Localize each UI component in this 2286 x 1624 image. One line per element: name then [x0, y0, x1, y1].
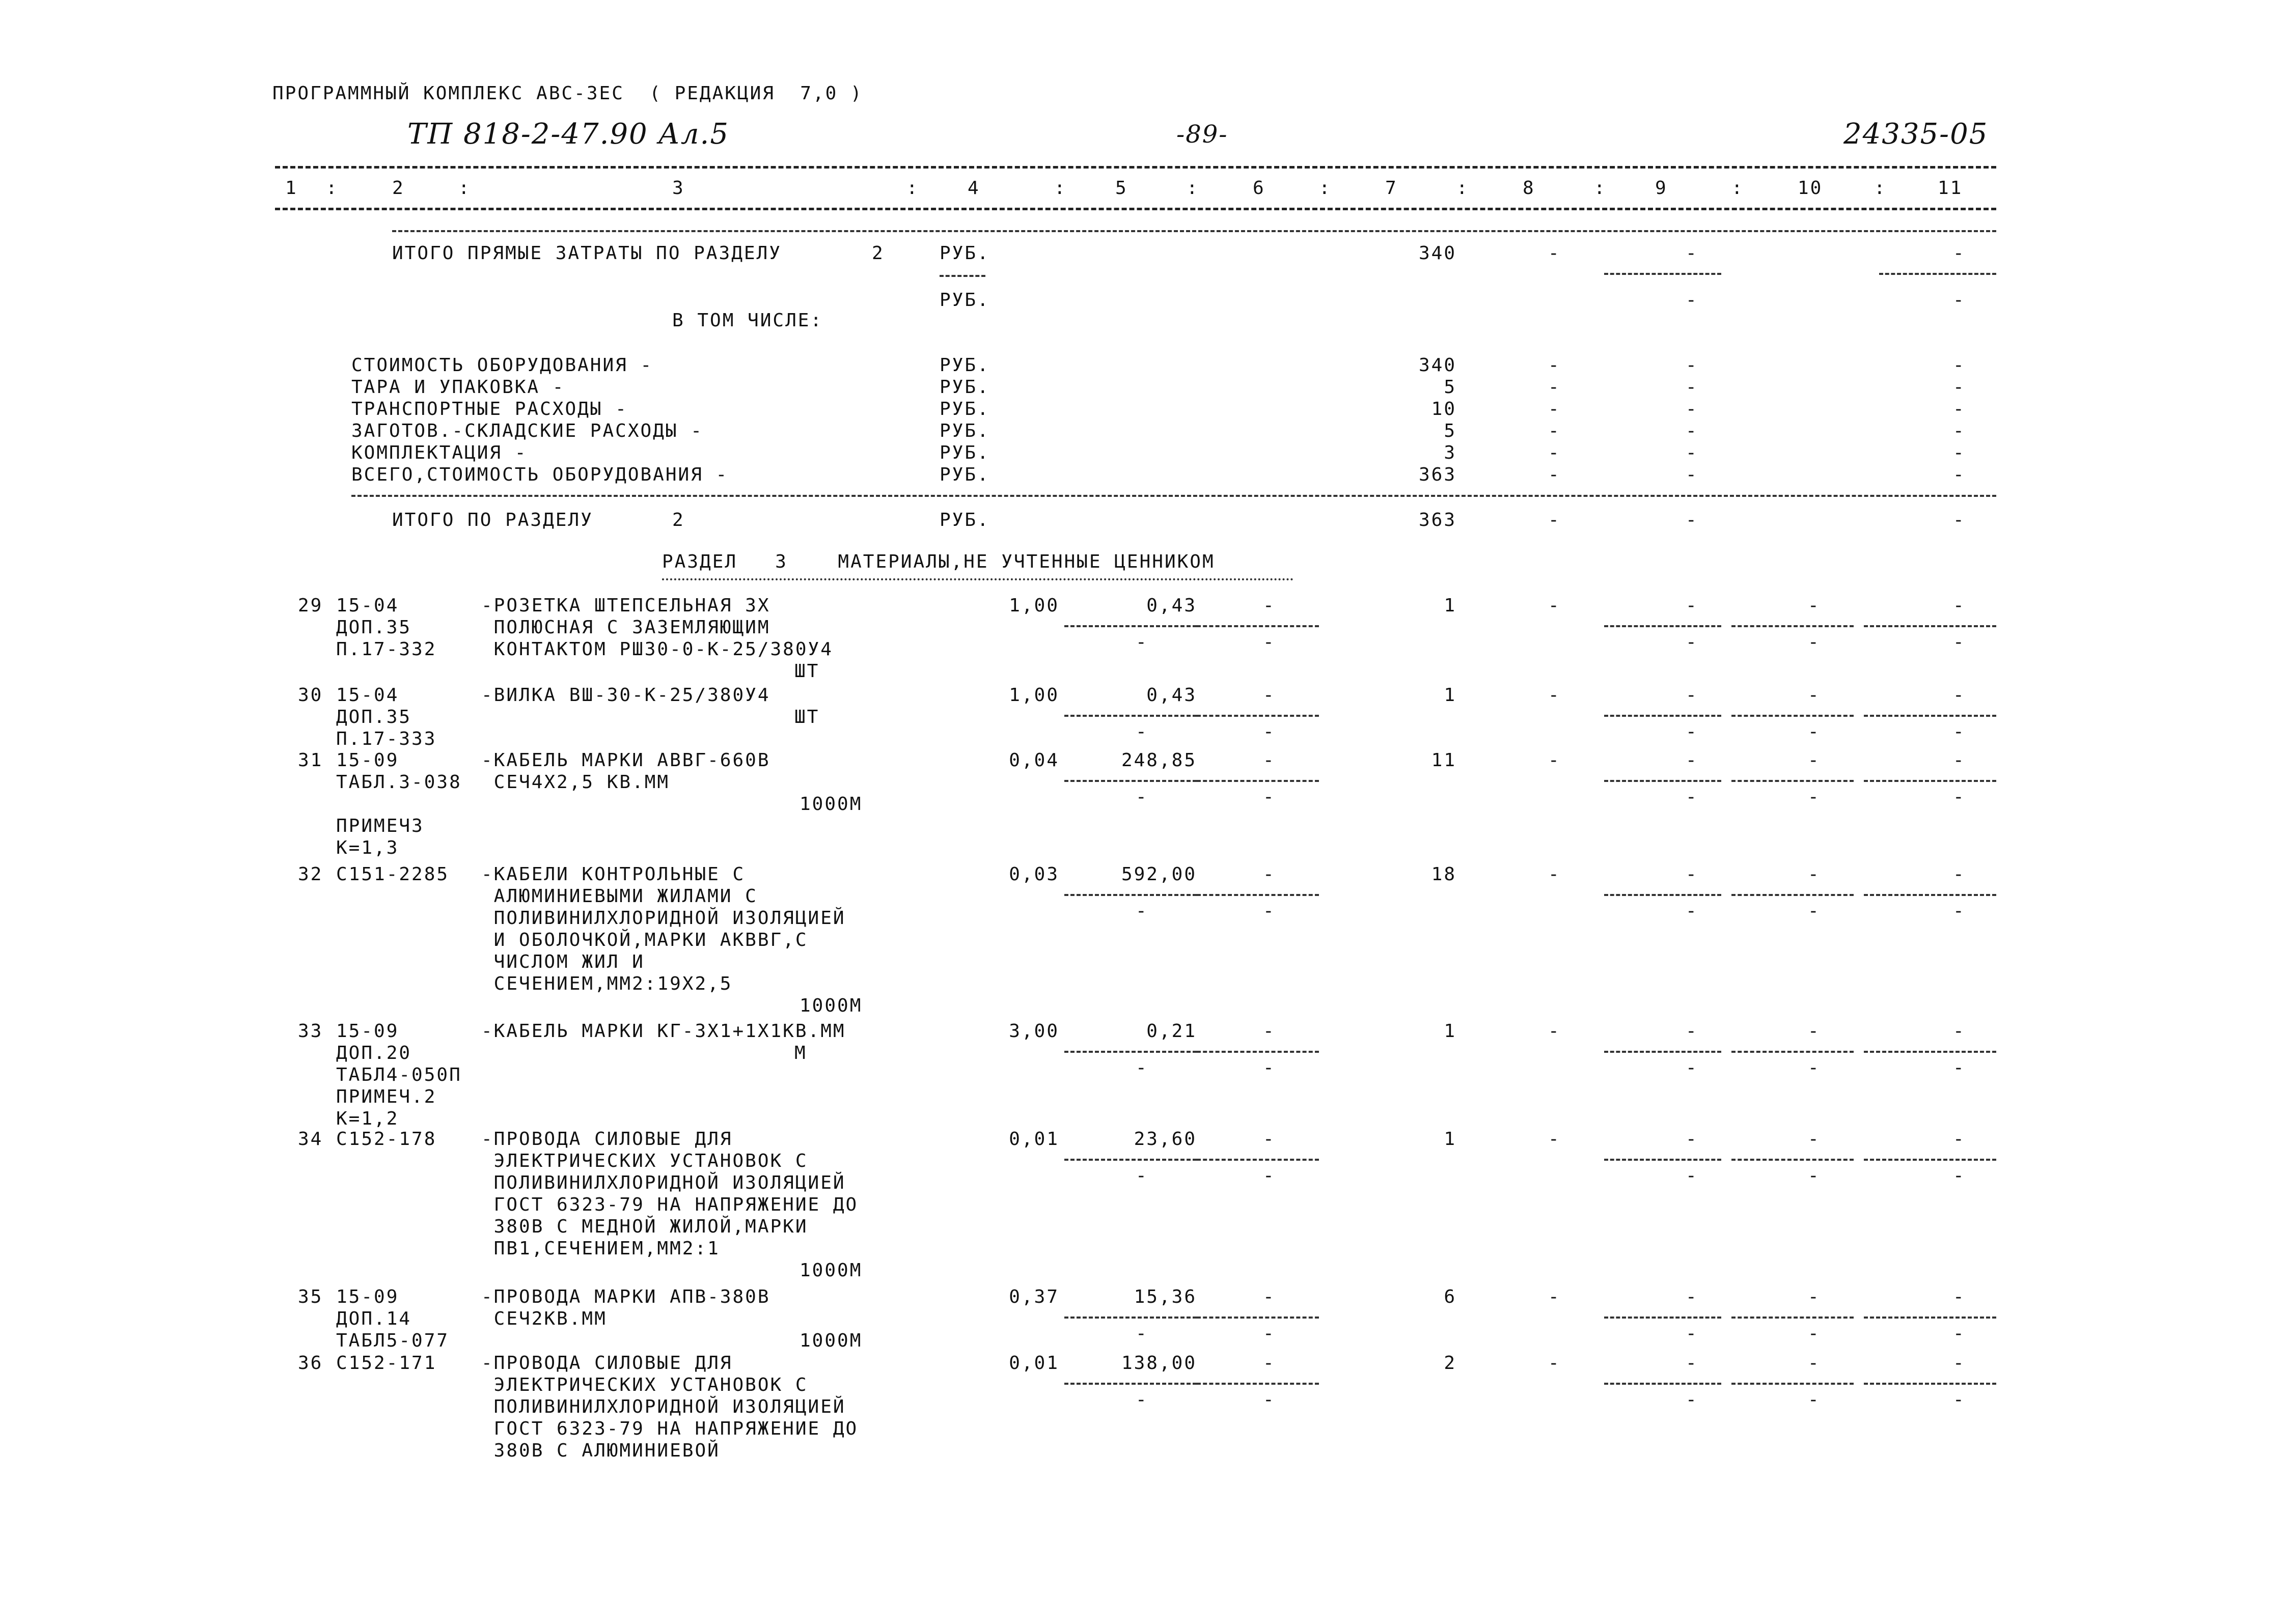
equipment-item-value: 3: [1444, 442, 1456, 463]
equipment-item-value: 340: [1418, 355, 1456, 376]
row-col10-sub: -: [1808, 787, 1821, 807]
equipment-item-unit: РУБ.: [940, 399, 990, 419]
equipment-item-label: СТОИМОСТЬ ОБОРУДОВАНИЯ -: [351, 355, 653, 376]
section-total-number: 2: [672, 510, 685, 530]
row-subtotal-rule: [1731, 1051, 1854, 1053]
row-col9-sub: -: [1686, 1057, 1698, 1078]
row-col8: -: [1548, 1286, 1561, 1307]
row-col9: -: [1686, 1286, 1698, 1307]
row-col10: -: [1808, 1353, 1821, 1374]
row-subtotal-rule: [1731, 715, 1854, 717]
row-code: С152-171: [336, 1353, 437, 1374]
row-price: 0,43: [1146, 685, 1197, 706]
row-col9: -: [1686, 864, 1698, 885]
row-price: 0,43: [1146, 595, 1197, 616]
equipment-item-col8: -: [1548, 355, 1561, 376]
row-description: -КАБЕЛИ КОНТРОЛЬНЫЕ С: [481, 864, 746, 885]
row-col9: -: [1686, 1353, 1698, 1374]
row-subtotal-rule: [1604, 1317, 1721, 1319]
direct-costs-unit2: РУБ.: [940, 290, 990, 311]
column-separator: :: [1594, 178, 1607, 199]
row-subtotal-rule: [1064, 1159, 1197, 1161]
section-rule: [392, 230, 1996, 232]
row-col9-sub: -: [1686, 721, 1698, 742]
row-code: ДОП.14: [336, 1308, 412, 1329]
row-col10: -: [1808, 1286, 1821, 1307]
row-col5-sub: -: [1136, 632, 1148, 653]
row-col5-sub: -: [1136, 1165, 1148, 1186]
row-subtotal-rule: [1197, 1159, 1319, 1161]
row-code: ТАБЛ5-077: [336, 1330, 450, 1351]
direct-costs-col9b: -: [1686, 290, 1698, 311]
equipment-item-col11: -: [1953, 377, 1966, 398]
row-unit: 1000М: [800, 794, 863, 815]
row-col6-sub: -: [1263, 1389, 1276, 1410]
column-separator: :: [1874, 178, 1887, 199]
row-subtotal-rule: [1197, 715, 1319, 717]
row-col9-sub: -: [1686, 632, 1698, 653]
row-col6: -: [1263, 1286, 1276, 1307]
row-total: 1: [1444, 1129, 1456, 1150]
section-total-col8: -: [1548, 510, 1561, 530]
equipment-item-col8: -: [1548, 421, 1561, 441]
row-col6-sub: -: [1263, 1057, 1276, 1078]
row-description: ГОСТ 6323-79 НА НАПРЯЖЕНИЕ ДО: [481, 1194, 859, 1215]
row-code: 15-09: [336, 750, 399, 771]
row-price: 23,60: [1134, 1129, 1197, 1150]
row-code: П.17-332: [336, 639, 437, 660]
row-col11: -: [1953, 595, 1966, 616]
row-description: ПОЛИВИНИЛХЛОРИДНОЙ ИЗОЛЯЦИЕЙ: [481, 1396, 846, 1417]
short-rule: [940, 275, 985, 277]
row-subtotal-rule: [1864, 1317, 1996, 1319]
row-description: ЭЛЕКТРИЧЕСКИХ УСТАНОВОК С: [481, 1375, 808, 1395]
row-col11-sub: -: [1953, 787, 1966, 807]
section-total-value: 363: [1418, 510, 1456, 530]
row-subtotal-rule: [1197, 1051, 1319, 1053]
row-col10: -: [1808, 864, 1821, 885]
equipment-item-unit: РУБ.: [940, 464, 990, 485]
row-col11: -: [1953, 1286, 1966, 1307]
section-total-col11: -: [1953, 510, 1966, 530]
row-description: 380В С АЛЮМИНИЕВОЙ: [481, 1440, 720, 1461]
row-col6: -: [1263, 1129, 1276, 1150]
row-total: 2: [1444, 1353, 1456, 1374]
row-price: 138,00: [1121, 1353, 1197, 1374]
row-col5-sub: -: [1136, 787, 1148, 807]
row-description: -КАБЕЛЬ МАРКИ КГ-3Х1+1Х1КВ.ММ: [481, 1021, 846, 1042]
row-col9: -: [1686, 1021, 1698, 1042]
row-col10-sub: -: [1808, 1389, 1821, 1410]
row-col9-sub: -: [1686, 787, 1698, 807]
row-code: 15-09: [336, 1286, 399, 1307]
row-subtotal-rule: [1864, 1383, 1996, 1385]
direct-costs-col11: -: [1953, 243, 1966, 264]
row-description: -ПРОВОДА МАРКИ АПВ-380В: [481, 1286, 770, 1307]
row-col8: -: [1548, 1353, 1561, 1374]
row-col6: -: [1263, 864, 1276, 885]
column-number: 1: [285, 178, 298, 199]
column-separator: :: [1731, 178, 1744, 199]
row-code: С152-178: [336, 1129, 437, 1150]
row-subtotal-rule: [1604, 1383, 1721, 1385]
row-quantity: 3,00: [1009, 1021, 1059, 1042]
row-col6-sub: -: [1263, 901, 1276, 921]
row-description: ЭЛЕКТРИЧЕСКИХ УСТАНОВОК С: [481, 1151, 808, 1171]
row-col6-sub: -: [1263, 1323, 1276, 1344]
row-description: -ПРОВОДА СИЛОВЫЕ ДЛЯ: [481, 1353, 733, 1374]
row-col9: -: [1686, 1129, 1698, 1150]
row-col9-sub: -: [1686, 1165, 1698, 1186]
equipment-item-col9: -: [1686, 442, 1698, 463]
column-number: 2: [392, 178, 405, 199]
row-unit: ШТ: [794, 707, 820, 727]
row-col6: -: [1263, 1021, 1276, 1042]
column-number: 6: [1253, 178, 1265, 199]
row-col6: -: [1263, 750, 1276, 771]
col9-rule: [1604, 273, 1721, 275]
row-code: С151-2285: [336, 864, 450, 885]
row-col10: -: [1808, 685, 1821, 706]
row-code: 15-09: [336, 1021, 399, 1042]
row-subtotal-rule: [1864, 715, 1996, 717]
row-code: 15-04: [336, 685, 399, 706]
row-col6-sub: -: [1263, 721, 1276, 742]
row-subtotal-rule: [1864, 625, 1996, 627]
row-subtotal-rule: [1864, 894, 1996, 896]
equipment-item-col8: -: [1548, 464, 1561, 485]
direct-costs-col9: -: [1686, 243, 1698, 264]
row-price: 248,85: [1121, 750, 1197, 771]
row-col10: -: [1808, 1129, 1821, 1150]
row-note: К=1,3: [336, 837, 399, 858]
row-subtotal-rule: [1604, 625, 1721, 627]
row-col11: -: [1953, 1021, 1966, 1042]
equipment-item-unit: РУБ.: [940, 421, 990, 441]
row-col11-sub: -: [1953, 1323, 1966, 1344]
row-col10: -: [1808, 1021, 1821, 1042]
row-number: 29: [298, 595, 323, 616]
row-unit: ШТ: [794, 661, 820, 682]
row-subtotal-rule: [1604, 715, 1721, 717]
row-col11: -: [1953, 750, 1966, 771]
row-subtotal-rule: [1197, 625, 1319, 627]
row-number: 34: [298, 1129, 323, 1150]
row-description: -КАБЕЛЬ МАРКИ АВВГ-660В: [481, 750, 770, 771]
equipment-item-col8: -: [1548, 377, 1561, 398]
row-col9: -: [1686, 750, 1698, 771]
row-total: 1: [1444, 685, 1456, 706]
row-code: ДОП.35: [336, 707, 412, 727]
row-subtotal-rule: [1731, 780, 1854, 782]
column-separator: :: [1456, 178, 1469, 199]
row-col11: -: [1953, 864, 1966, 885]
row-subtotal-rule: [1064, 715, 1197, 717]
header-rule-top: [275, 166, 1996, 169]
equipment-item-unit: РУБ.: [940, 377, 990, 398]
row-col10: -: [1808, 595, 1821, 616]
row-quantity: 0,01: [1009, 1129, 1059, 1150]
row-total: 18: [1431, 864, 1456, 885]
direct-costs-section: 2: [872, 243, 885, 264]
row-unit: М: [794, 1043, 807, 1063]
row-col6-sub: -: [1263, 787, 1276, 807]
row-code: 15-04: [336, 595, 399, 616]
row-subtotal-rule: [1731, 1317, 1854, 1319]
equipment-item-col11: -: [1953, 464, 1966, 485]
row-description: КОНТАКТОМ РШ30-0-К-25/380У4: [481, 639, 833, 660]
column-number: 8: [1523, 178, 1535, 199]
row-col8: -: [1548, 750, 1561, 771]
row-col11-sub: -: [1953, 1165, 1966, 1186]
row-description: СЕЧ4Х2,5 КВ.ММ: [481, 772, 670, 793]
row-code: ПРИМЕЧ.2: [336, 1086, 437, 1107]
row-subtotal-rule: [1064, 1383, 1197, 1385]
row-col6: -: [1263, 685, 1276, 706]
row-col11-sub: -: [1953, 1389, 1966, 1410]
row-col8: -: [1548, 595, 1561, 616]
row-number: 35: [298, 1286, 323, 1307]
column-separator: :: [906, 178, 919, 199]
equipment-item-col11: -: [1953, 399, 1966, 419]
row-description: АЛЮМИНИЕВЫМИ ЖИЛАМИ С: [481, 886, 758, 907]
row-description: -ВИЛКА ВШ-30-К-25/380У4: [481, 685, 770, 706]
row-col11-sub: -: [1953, 632, 1966, 653]
equipment-item-col8: -: [1548, 442, 1561, 463]
doc-reference: ТП 818-2-47.90 Ал.5: [407, 118, 729, 151]
equipment-item-unit: РУБ.: [940, 355, 990, 376]
row-col5-sub: -: [1136, 1389, 1148, 1410]
row-quantity: 0,01: [1009, 1353, 1059, 1374]
row-price: 0,21: [1146, 1021, 1197, 1042]
equipment-item-value: 5: [1444, 421, 1456, 441]
equipment-item-label: КОМПЛЕКТАЦИЯ -: [351, 442, 528, 463]
direct-costs-unit: РУБ.: [940, 243, 990, 264]
row-number: 33: [298, 1021, 323, 1042]
row-col8: -: [1548, 685, 1561, 706]
row-col9-sub: -: [1686, 1389, 1698, 1410]
direct-costs-col8: -: [1548, 243, 1561, 264]
equipment-item-col11: -: [1953, 421, 1966, 441]
row-quantity: 0,04: [1009, 750, 1059, 771]
row-price: 15,36: [1134, 1286, 1197, 1307]
equipment-item-col9: -: [1686, 355, 1698, 376]
equipment-item-col9: -: [1686, 399, 1698, 419]
row-number: 32: [298, 864, 323, 885]
row-col10-sub: -: [1808, 1323, 1821, 1344]
row-col9: -: [1686, 595, 1698, 616]
row-subtotal-rule: [1064, 1317, 1197, 1319]
row-col9-sub: -: [1686, 901, 1698, 921]
row-code: ТАБЛ.3-038: [336, 772, 462, 793]
row-description: ПВ1,СЕЧЕНИЕМ,ММ2:1: [481, 1238, 720, 1259]
row-col5-sub: -: [1136, 901, 1148, 921]
row-code: П.17-333: [336, 729, 437, 749]
column-separator: :: [1187, 178, 1199, 199]
program-line: ПРОГРАММНЫЙ КОМПЛЕКС АВС-3ЕС ( РЕДАКЦИЯ 7,0 ): [272, 83, 863, 104]
equipment-item-value: 10: [1431, 399, 1456, 419]
row-quantity: 0,03: [1009, 864, 1059, 885]
section3-heading-rule: [662, 578, 1293, 580]
row-unit: 1000М: [800, 1330, 863, 1351]
row-subtotal-rule: [1064, 780, 1197, 782]
row-quantity: 1,00: [1009, 685, 1059, 706]
row-total: 6: [1444, 1286, 1456, 1307]
row-col9: -: [1686, 685, 1698, 706]
row-description: -РОЗЕТКА ШТЕПСЕЛЬНАЯ 3Х: [481, 595, 770, 616]
including-label: В ТОМ ЧИСЛЕ:: [672, 310, 823, 331]
row-subtotal-rule: [1604, 894, 1721, 896]
row-description: СЕЧЕНИЕМ,ММ2:19Х2,5: [481, 973, 733, 994]
row-col5-sub: -: [1136, 721, 1148, 742]
row-col10-sub: -: [1808, 1165, 1821, 1186]
column-separator: :: [458, 178, 471, 199]
row-col8: -: [1548, 864, 1561, 885]
equipment-item-value: 363: [1418, 464, 1456, 485]
row-col11: -: [1953, 1353, 1966, 1374]
row-description: ПОЛЮСНАЯ С ЗАЗЕМЛЯЮЩИМ: [481, 617, 770, 638]
column-number: 4: [968, 178, 980, 199]
row-description: И ОБОЛОЧКОЙ,МАРКИ АКВВГ,С: [481, 930, 808, 950]
row-subtotal-rule: [1864, 1051, 1996, 1053]
row-col10: -: [1808, 750, 1821, 771]
row-col11-sub: -: [1953, 901, 1966, 921]
row-note: ПРИМЕЧ3: [336, 816, 424, 836]
row-subtotal-rule: [1064, 625, 1197, 627]
row-total: 1: [1444, 1021, 1456, 1042]
column-number: 10: [1798, 178, 1823, 199]
row-description: СЕЧ2КВ.ММ: [481, 1308, 607, 1329]
equipment-item-label: ВСЕГО,СТОИМОСТЬ ОБОРУДОВАНИЯ -: [351, 464, 729, 485]
column-separator: :: [1319, 178, 1332, 199]
row-description: ЧИСЛОМ ЖИЛ И: [481, 951, 645, 972]
document-code: 24335-05: [1843, 118, 1989, 151]
column-separator: :: [326, 178, 339, 199]
row-col11-sub: -: [1953, 1057, 1966, 1078]
row-col5-sub: -: [1136, 1323, 1148, 1344]
equipment-item-label: ЗАГОТОВ.-СКЛАДСКИЕ РАСХОДЫ -: [351, 421, 703, 441]
direct-costs-value: 340: [1418, 243, 1456, 264]
row-col6: -: [1263, 595, 1276, 616]
row-unit: 1000М: [800, 1260, 863, 1281]
row-description: ПОЛИВИНИЛХЛОРИДНОЙ ИЗОЛЯЦИЕЙ: [481, 1172, 846, 1193]
column-number: 3: [672, 178, 685, 199]
row-col6-sub: -: [1263, 1165, 1276, 1186]
row-subtotal-rule: [1197, 1383, 1319, 1385]
equipment-item-col8: -: [1548, 399, 1561, 419]
row-subtotal-rule: [1731, 1159, 1854, 1161]
direct-costs-col11b: -: [1953, 290, 1966, 311]
equipment-item-col11: -: [1953, 355, 1966, 376]
row-col9-sub: -: [1686, 1323, 1698, 1344]
row-subtotal-rule: [1864, 1159, 1996, 1161]
header-rule-bottom: [275, 208, 1996, 210]
row-col10-sub: -: [1808, 1057, 1821, 1078]
column-number: 7: [1385, 178, 1398, 199]
row-subtotal-rule: [1604, 1051, 1721, 1053]
row-quantity: 1,00: [1009, 595, 1059, 616]
row-col6: -: [1263, 1353, 1276, 1374]
row-col10-sub: -: [1808, 632, 1821, 653]
row-total: 11: [1431, 750, 1456, 771]
col11-rule: [1879, 273, 1996, 275]
row-total: 1: [1444, 595, 1456, 616]
section2-total-rule: [351, 495, 1996, 497]
row-subtotal-rule: [1197, 1317, 1319, 1319]
column-separator: :: [1054, 178, 1067, 199]
row-col11: -: [1953, 685, 1966, 706]
equipment-item-col9: -: [1686, 464, 1698, 485]
row-subtotal-rule: [1197, 780, 1319, 782]
row-description: ПОЛИВИНИЛХЛОРИДНОЙ ИЗОЛЯЦИЕЙ: [481, 908, 846, 929]
row-col11: -: [1953, 1129, 1966, 1150]
row-number: 31: [298, 750, 323, 771]
row-code: К=1,2: [336, 1108, 399, 1129]
equipment-item-col9: -: [1686, 421, 1698, 441]
section-total-unit: РУБ.: [940, 510, 990, 530]
row-col10-sub: -: [1808, 721, 1821, 742]
row-col8: -: [1548, 1021, 1561, 1042]
row-description: ГОСТ 6323-79 НА НАПРЯЖЕНИЕ ДО: [481, 1418, 859, 1439]
row-description: -ПРОВОДА СИЛОВЫЕ ДЛЯ: [481, 1129, 733, 1150]
section3-heading: РАЗДЕЛ 3 МАТЕРИАЛЫ,НЕ УЧТЕННЫЕ ЦЕННИКОМ: [662, 551, 1215, 572]
direct-costs-label: ИТОГО ПРЯМЫЕ ЗАТРАТЫ ПО РАЗДЕЛУ: [392, 243, 782, 264]
column-number: 11: [1938, 178, 1963, 199]
column-number: 5: [1115, 178, 1128, 199]
row-code: ДОП.20: [336, 1043, 412, 1063]
row-subtotal-rule: [1864, 780, 1996, 782]
row-subtotal-rule: [1731, 1383, 1854, 1385]
row-col8: -: [1548, 1129, 1561, 1150]
row-subtotal-rule: [1604, 780, 1721, 782]
row-subtotal-rule: [1604, 1159, 1721, 1161]
page-number: -89-: [1176, 120, 1228, 149]
row-code: ДОП.35: [336, 617, 412, 638]
row-subtotal-rule: [1064, 894, 1197, 896]
row-number: 30: [298, 685, 323, 706]
equipment-item-label: ТРАНСПОРТНЫЕ РАСХОДЫ -: [351, 399, 628, 419]
row-subtotal-rule: [1731, 625, 1854, 627]
row-subtotal-rule: [1731, 894, 1854, 896]
section-total-col9: -: [1686, 510, 1698, 530]
section-total-label: ИТОГО ПО РАЗДЕЛУ: [392, 510, 593, 530]
row-subtotal-rule: [1197, 894, 1319, 896]
equipment-item-col9: -: [1686, 377, 1698, 398]
equipment-item-unit: РУБ.: [940, 442, 990, 463]
row-quantity: 0,37: [1009, 1286, 1059, 1307]
row-code: ТАБЛ4-050П: [336, 1065, 462, 1085]
row-subtotal-rule: [1064, 1051, 1197, 1053]
row-number: 36: [298, 1353, 323, 1374]
column-number: 9: [1655, 178, 1668, 199]
equipment-item-label: ТАРА И УПАКОВКА -: [351, 377, 565, 398]
row-price: 592,00: [1121, 864, 1197, 885]
row-col11-sub: -: [1953, 721, 1966, 742]
equipment-item-value: 5: [1444, 377, 1456, 398]
row-col10-sub: -: [1808, 901, 1821, 921]
row-description: 380В С МЕДНОЙ ЖИЛОЙ,МАРКИ: [481, 1216, 808, 1237]
row-col6-sub: -: [1263, 632, 1276, 653]
equipment-item-col11: -: [1953, 442, 1966, 463]
row-col5-sub: -: [1136, 1057, 1148, 1078]
row-unit: 1000М: [800, 995, 863, 1016]
